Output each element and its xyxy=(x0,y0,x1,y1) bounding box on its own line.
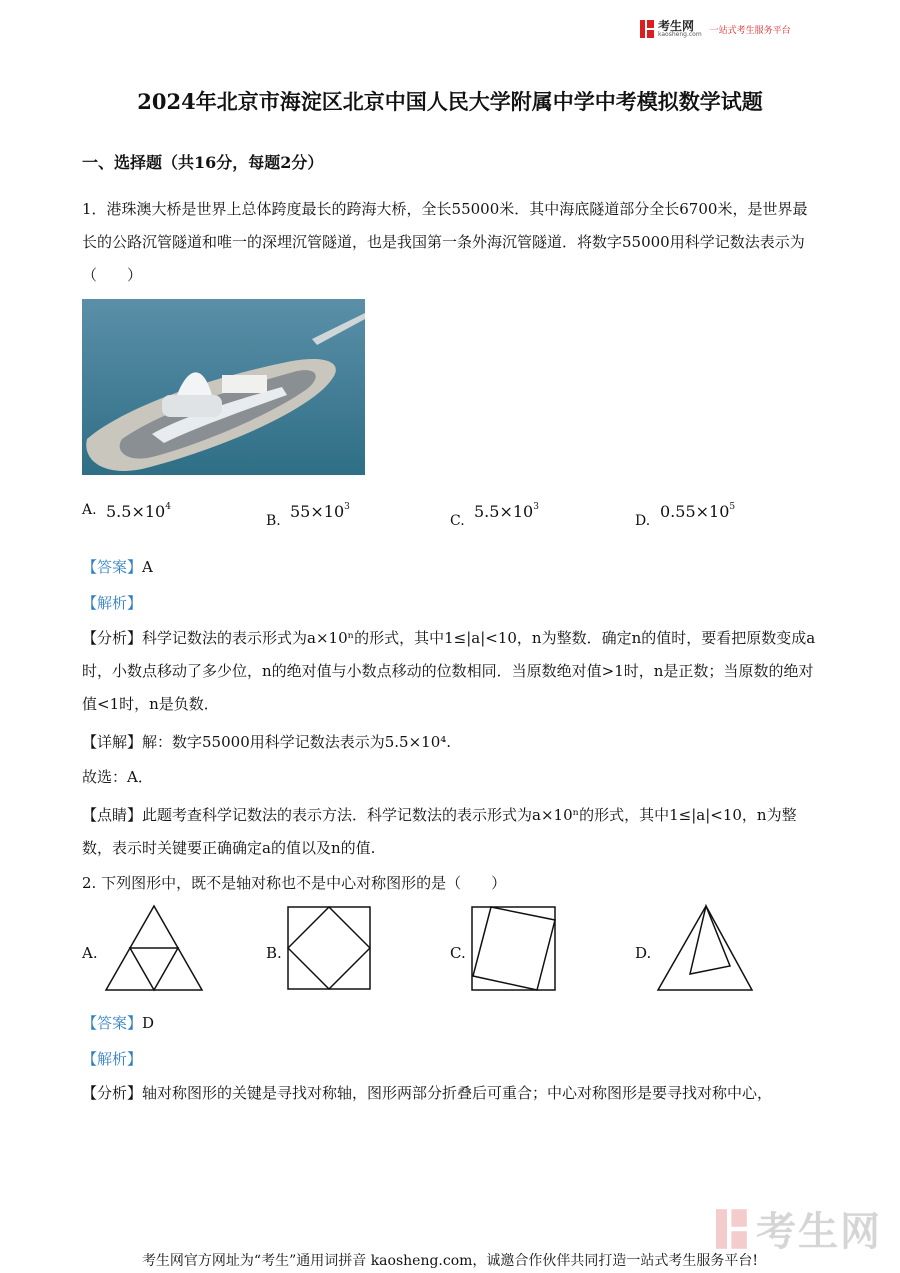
section-heading: 一、选择题（共16分，每题2分） xyxy=(82,153,324,172)
q1-analysis-heading: 【解析】 xyxy=(82,594,143,612)
q1-xiangjie: 【详解】解：数字55000用科学记数法表示为5.5×10⁴. xyxy=(82,733,452,751)
watermark: 考生网 xyxy=(716,1200,882,1257)
q2-option-a-label[interactable]: A. xyxy=(82,944,98,962)
q2-analysis-heading: 【解析】 xyxy=(82,1050,143,1068)
q1-dianjing: 【点睛】此题考查科学记数法的表示方法．科学记数法的表示形式为a×10ⁿ的形式，其中1≤|a|<10，n为整数，表示时关键要正确确定a的值以及n的值. xyxy=(82,806,797,857)
square-figure-b xyxy=(287,906,371,990)
footer-text: 考生网官方网址为“考生”通用词拼音 kaosheng.com，诚邀合作伙伴共同打造一站式考生服务平台! xyxy=(141,1253,759,1269)
page-title: 2024年北京市海淀区北京中国人民大学附属中学中考模拟数学试题 xyxy=(137,89,763,114)
bridge-photo xyxy=(82,299,365,475)
logo-domain: kaosheng.com xyxy=(658,31,702,38)
q1-answer: 【答案】A xyxy=(82,558,153,576)
q2-answer: 【答案】D xyxy=(82,1014,155,1032)
watermark-logo-icon xyxy=(716,1209,747,1249)
q1-option-a[interactable] xyxy=(82,500,97,518)
logo-slogan: 一站式考生服务平台 xyxy=(709,25,791,36)
q1-option-c[interactable]: C. xyxy=(450,513,465,529)
q1-option-b[interactable]: B. xyxy=(266,513,281,529)
q1-guxuan: 故选：A． xyxy=(82,768,153,786)
square-figure-c xyxy=(471,906,557,992)
question-1-text: 1．港珠澳大桥是世界上总体跨度最长的跨海大桥，全长55000米．其中海底隧道部分全长6700米，是世界最长的公路沉管隧道和唯一的深埋沉管隧道，也是我国第一条外海沉管隧道．将数字55000用科学记数法表示为（ ） xyxy=(82,200,808,284)
option-d-value: $0.55\times 10^5$ xyxy=(660,502,736,521)
option-b-value: $55\times 10^3$ xyxy=(290,502,350,521)
kaosheng-logo-icon xyxy=(640,20,654,38)
triangle-figure-d xyxy=(656,904,754,992)
option-c-value: $5.5\times 10^3$ xyxy=(474,502,539,521)
option-letter: A. xyxy=(82,502,97,518)
option-a-value: $5.5\times 10^4$ xyxy=(106,502,171,521)
q2-option-b-label[interactable]: B. xyxy=(266,944,282,962)
header-logo xyxy=(640,20,791,38)
q2-option-d-label[interactable]: D. xyxy=(635,944,652,962)
q2-option-c-label[interactable]: C. xyxy=(450,944,466,962)
q1-option-d[interactable]: D. xyxy=(635,513,651,529)
triangle-figure-a xyxy=(104,904,204,992)
question-2-text: 2. 下列图形中，既不是轴对称也不是中心对称图形的是（ ） xyxy=(82,874,507,892)
q2-fenxi: 【分析】轴对称图形的关键是寻找对称轴，图形两部分折叠后可重合；中心对称图形是要寻找对称中心， xyxy=(82,1084,773,1102)
logo-name: 考生网 xyxy=(658,19,695,33)
q1-fenxi: 【分析】科学记数法的表示形式为a×10ⁿ的形式，其中1≤|a|<10，n为整数．确定n的值时，要看把原数变成a时，小数点移动了多少位，n的绝对值与小数点移动的位数相同．当原数绝对值>1时，n是正数；当原数的绝对值<1时，n是负数． xyxy=(82,629,816,713)
